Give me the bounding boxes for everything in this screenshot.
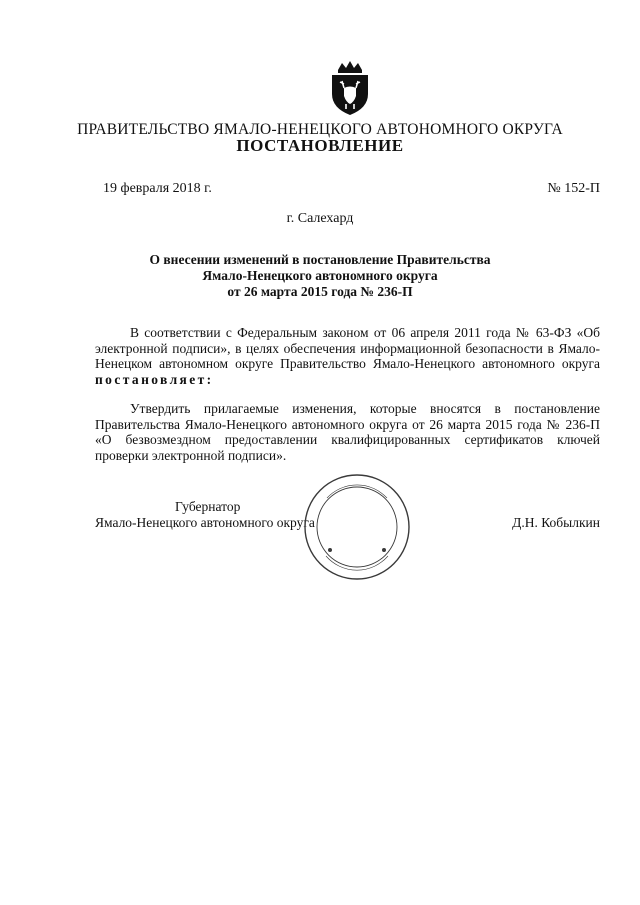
subject-line-1: О внесении изменений в постановление Правительства (149, 252, 491, 267)
paragraph-1-text: В соответствии с Федеральным законом от 06 апреля 2011 года № 63-ФЗ «Об электронной подписи», в целях обеспечения информационной безопасности в Ямало-Ненецком автономном округе Правительство Ямало-Ненецкого автономного округа (95, 325, 600, 371)
document-subject (0, 252, 640, 300)
body-paragraph-1 (95, 325, 600, 387)
body-paragraph-2: Утвердить прилагаемые изменения, которые вносятся в постановление Правительства Ямало-Ненецкого автономного округа от 26 марта 2015 года № 236-П «О безвозмездном предоставлении квалифицированных сертификатов ключей проверки электронной подписи». (95, 401, 600, 463)
document-number: № 152-П (547, 181, 600, 196)
subject-line-2: Ямало-Ненецкого автономного округа (202, 268, 438, 283)
document-city: г. Салехард (286, 211, 354, 226)
official-stamp (302, 472, 412, 582)
coat-of-arms-emblem (326, 60, 374, 116)
subject-line-3: от 26 марта 2015 года № 236-П (227, 284, 413, 299)
resolves-word: постановляет: (95, 371, 214, 387)
document-type: ПОСТАНОВЛЕНИЕ (236, 136, 404, 155)
signatory-title: Губернатор (175, 499, 241, 514)
signatory-name: Д.Н. Кобылкин (512, 515, 600, 530)
document-date: 19 февраля 2018 г. (103, 181, 212, 196)
signatory-organization: Ямало-Ненецкого автономного округа (95, 515, 315, 530)
government-title: ПРАВИТЕЛЬСТВО ЯМАЛО-НЕНЕЦКОГО АВТОНОМНОГО ОКРУГА (77, 121, 563, 138)
